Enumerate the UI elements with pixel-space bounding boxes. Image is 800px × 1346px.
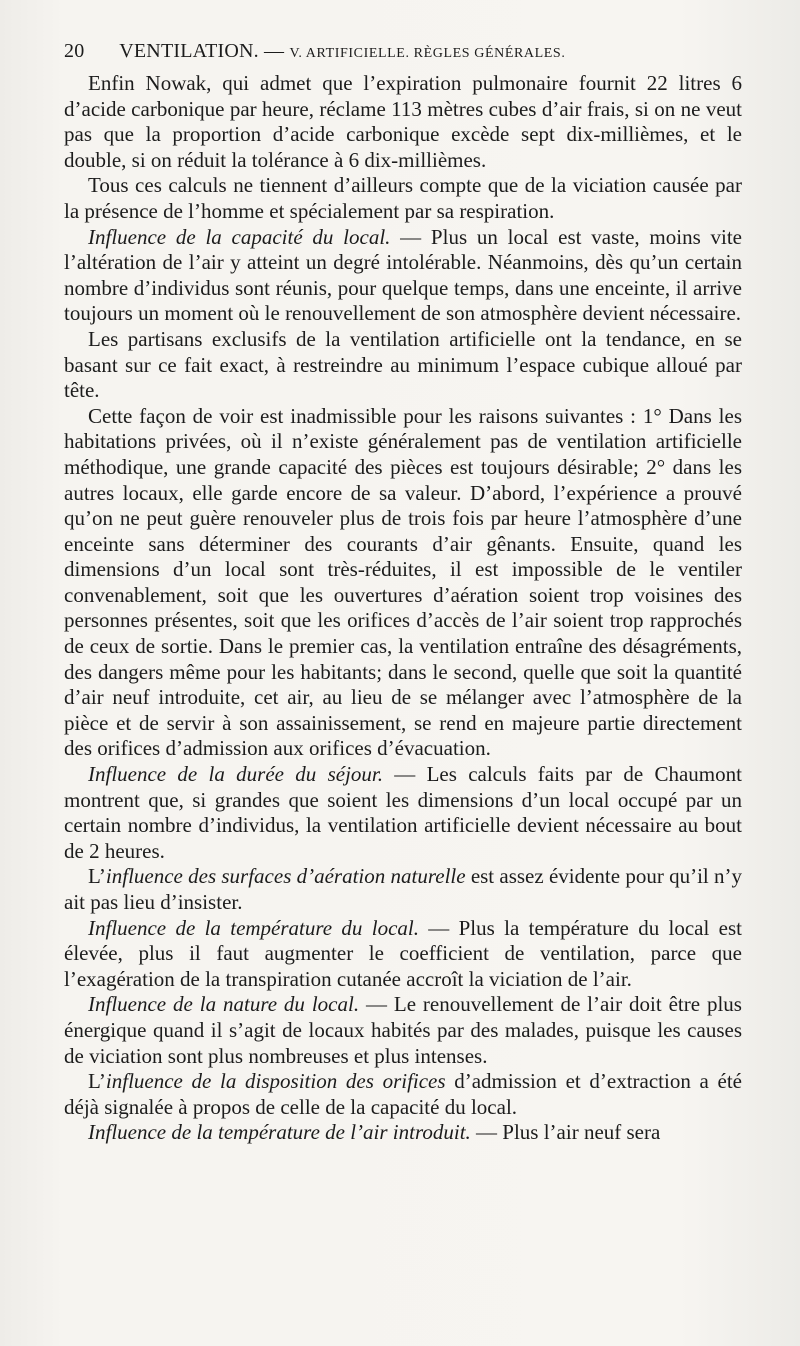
paragraph-1: Enfin Nowak, qui admet que l’expiration pulmonaire fournit 22 litres 6 d’acide carbonique par heure, réclame 113 mètres cubes d’air frais, si on ne veut pas que la proportion d’acide carbonique excède sept dix-millièmes, et le double, si on réduit la tolérance à 6 dix-millièmes. <box>64 71 742 172</box>
section-heading: Influence de la nature du local. <box>88 992 360 1017</box>
paragraph-2: Tous ces calculs ne tiennent d’ailleurs compte que de la viciation causée par la présence de l’homme et spécialement par sa respiration. <box>64 173 742 223</box>
body-text <box>64 71 742 1146</box>
section-heading: Influence de la durée du séjour. <box>88 762 383 787</box>
running-header <box>64 40 744 63</box>
page-number: 20 <box>64 40 85 62</box>
section-heading: Influence de la température du local. <box>88 915 419 940</box>
section-heading: influence des surfaces d’aération naturelle <box>105 864 466 889</box>
paragraph-6: Influence de la durée du séjour. — Les calculs faits par de Chaumont montrent que, si grandes que soient les dimensions d’un local occupé par un certain nombre d’individus, la ventilation artificielle devient nécessaire au bout de 2 heures. <box>64 762 742 863</box>
header-dash: — <box>264 40 285 62</box>
paragraph-8: Influence de la température du local. — Plus la température du local est élevée, plus il faut augmenter le coefficient de ventilation, parce que l’exagération de la transpiration cutanée accroît la viciation de l’air. <box>64 915 742 991</box>
section-heading: Influence de la capacité du local. <box>88 224 391 249</box>
paragraph-11: Influence de la température de l’air introduit. — Plus l’air neuf sera <box>88 1120 661 1145</box>
paragraph-3: Influence de la capacité du local. — Plus un local est vaste, moins vite l’altération de l’air y atteint un degré intolérable. Néanmoins, dès qu’un certain nombre d’individus sont réunis, pour quelque temps, dans une enceinte, il arrive toujours un moment où le renouvellement de son atmosphère devient nécessaire. <box>64 224 742 326</box>
header-subtitle: V. ARTIFICIELLE. RÈGLES GÉNÉRALES. <box>289 46 566 61</box>
section-heading: influence de la disposition des orifices <box>105 1069 446 1094</box>
paragraph-4: Les partisans exclusifs de la ventilation artificielle ont la tendance, en se basant sur ce fait exact, à restreindre au minimum l’espace cubique alloué par tête. <box>64 326 742 403</box>
paragraph-5: Cette façon de voir est inadmissible pour les raisons suivantes : 1° Dans les habitations privées, où il n’existe généralement pas de ventilation artificielle méthodique, une grande capacité des pièces est toujours désirable; 2° dans les autres locaux, elle garde encore de sa valeur. D’abord, l’expérience a prouvé qu’on ne peut guère renouveler plus de trois fois par heure l’atmosphère d’une enceinte sans déterminer des courants d’air gênants. Ensuite, quand les dimensions d’un local sont très-réduites, il est impossible de le ventiler convenablement, soit que les ouvertures d’aération soient trop voisines des personnes présentes, soit que les orifices d’accès de l’air soient trop rapprochés de ceux de sortie. Dans le premier cas, la ventilation entraîne des désagréments, des dangers même pour les habitants; dans le second, quelle que soit la quantité d’air neuf introduite, cet air, au lieu de se mélanger avec l’atmosphère de la pièce et de servir à son assainissement, se rend en majeure partie directement des orifices d’admission aux orifices d’évacuation. <box>64 403 742 761</box>
header-title: VENTILATION. <box>119 40 259 62</box>
paragraph-7: L’influence des surfaces d’aération naturelle est assez évidente pour qu’il n’y ait pas lieu d’insister. <box>64 864 742 914</box>
paragraph-9: Influence de la nature du local. — Le renouvellement de l’air doit être plus énergique quand il s’agit de locaux habités par des malades, puisque les causes de viciation sont plus nombreuses et plus intenses. <box>64 992 742 1068</box>
paragraph-10: L’influence de la disposition des orifices d’admission et d’extraction a été déjà signalée à propos de celle de la capacité du local. <box>64 1069 742 1119</box>
section-heading: Influence de la température de l’air introduit. <box>88 1120 471 1145</box>
